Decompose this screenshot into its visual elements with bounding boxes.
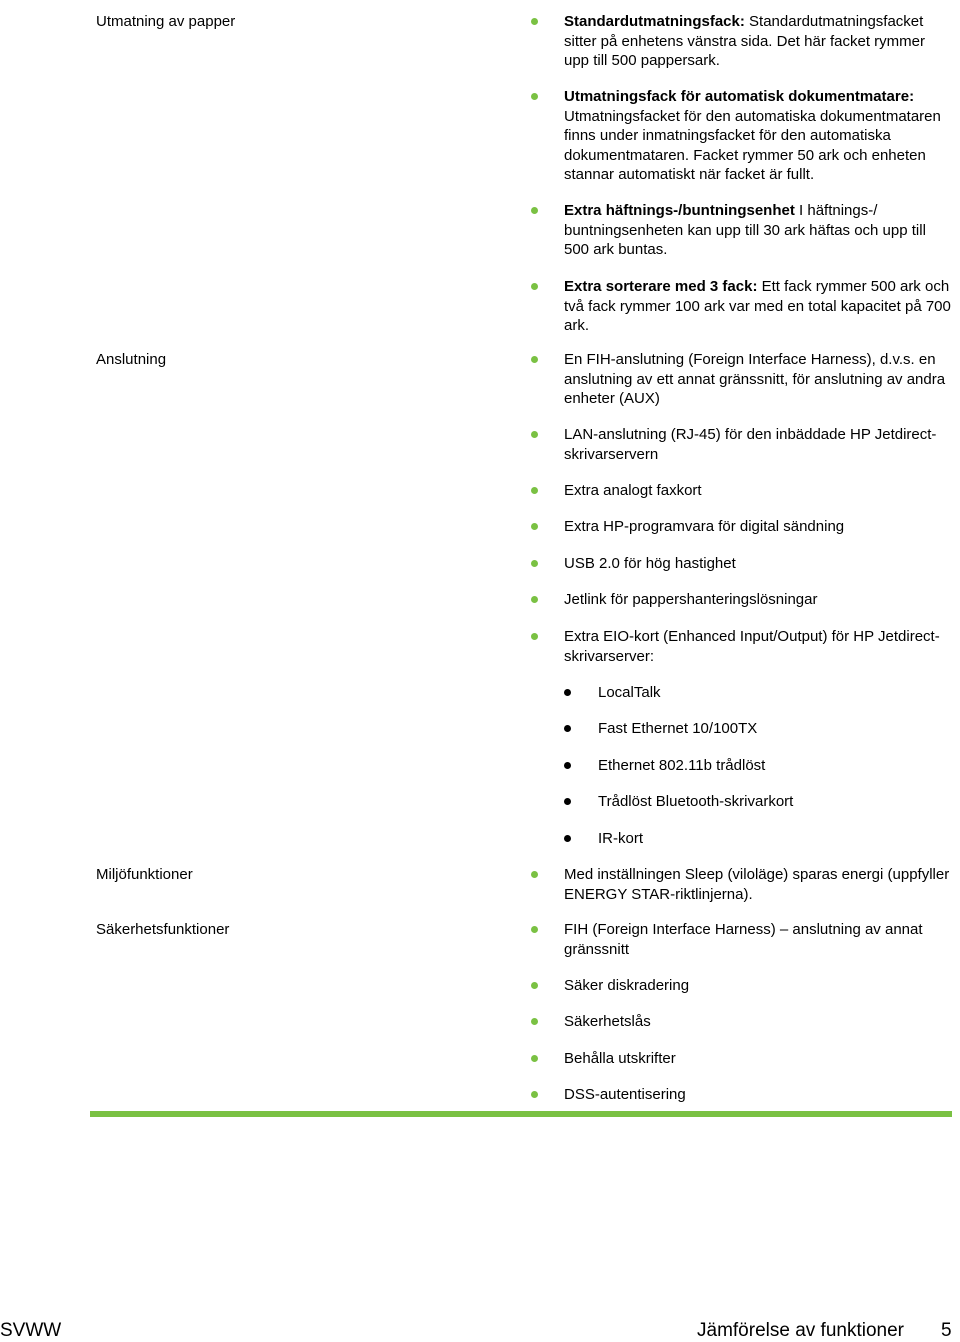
item-heading: Extra häftnings-/buntningsenhet xyxy=(564,202,795,219)
list-item xyxy=(564,12,954,71)
list-item xyxy=(564,201,954,260)
row-label: Anslutning xyxy=(96,351,167,368)
bullet-icon xyxy=(531,560,538,567)
sub-list-item: IR-kort xyxy=(598,829,938,849)
sub-list-item: Fast Ethernet 10/100TX xyxy=(598,719,938,739)
bullet-icon xyxy=(531,871,538,878)
list-item: Säkerhetslås xyxy=(564,1012,954,1032)
bullet-icon xyxy=(531,1018,538,1025)
item-text: Ett fack rymmer 500 ark och två fack rymmer 100 ark var med en total kapacitet på 700 ark. xyxy=(564,278,951,334)
item-text: I häftnings-/ buntningsenheten kan upp till 30 ark häftas och upp till 500 ark buntas. xyxy=(564,202,926,258)
bullet-icon xyxy=(531,633,538,640)
bullet-icon xyxy=(531,207,538,214)
sub-list-item: LocalTalk xyxy=(598,683,938,703)
bullet-icon xyxy=(564,725,571,732)
list-item: LAN-anslutning (RJ-45) för den inbäddade HP Jetdirect-skrivarservern xyxy=(564,425,954,464)
item-heading: Utmatningsfack för automatisk dokumentmatare: xyxy=(564,88,915,105)
bullet-icon xyxy=(531,523,538,530)
list-item: Extra analogt faxkort xyxy=(564,481,954,501)
bullet-icon xyxy=(531,356,538,363)
row-label: Utmatning av papper xyxy=(96,13,236,30)
list-item: Behålla utskrifter xyxy=(564,1049,954,1069)
list-item: FIH (Foreign Interface Harness) – anslutning av annat gränssnitt xyxy=(564,920,954,959)
bullet-icon xyxy=(531,283,538,290)
list-item: Extra HP-programvara för digital sändning xyxy=(564,517,954,537)
page-number: 5 xyxy=(941,1320,952,1341)
list-item: DSS-autentisering xyxy=(564,1085,954,1105)
list-item: USB 2.0 för hög hastighet xyxy=(564,554,954,574)
table-bottom-rule xyxy=(90,1111,952,1117)
list-item: Jetlink för pappershanteringslösningar xyxy=(564,590,954,610)
bullet-icon xyxy=(531,487,538,494)
list-item xyxy=(564,87,954,185)
sub-list-item: Trådlöst Bluetooth-skrivarkort xyxy=(598,792,938,812)
bullet-icon xyxy=(531,1055,538,1062)
bullet-icon xyxy=(531,1091,538,1098)
item-heading: Extra sorterare med 3 fack: xyxy=(564,278,758,295)
list-item: Med inställningen Sleep (viloläge) sparas energi (uppfyller ENERGY STAR-riktlinjerna). xyxy=(564,865,954,904)
bullet-icon xyxy=(531,926,538,933)
bullet-icon xyxy=(531,18,538,25)
bullet-icon xyxy=(564,689,571,696)
item-text: Standardutmatningsfacket sitter på enhetens vänstra sida. Det här facket rymmer upp till 500 pappersark. xyxy=(564,13,925,69)
bullet-icon xyxy=(564,798,571,805)
list-item xyxy=(564,277,954,336)
row-label: Miljöfunktioner xyxy=(96,866,193,883)
row-label: Säkerhetsfunktioner xyxy=(96,921,230,938)
bullet-icon xyxy=(531,596,538,603)
list-item: Extra EIO-kort (Enhanced Input/Output) för HP Jetdirect-skrivarserver: xyxy=(564,627,954,666)
bullet-icon xyxy=(531,93,538,100)
bullet-icon xyxy=(531,431,538,438)
bullet-icon xyxy=(564,835,571,842)
footer-left: SVWW xyxy=(0,1320,62,1341)
footer-title: Jämförelse av funktioner xyxy=(697,1320,904,1341)
sub-list-item: Ethernet 802.11b trådlöst xyxy=(598,756,938,776)
list-item: En FIH-anslutning (Foreign Interface Harness), d.v.s. en anslutning av ett annat gränssnitt, för anslutning av andra enheter (AUX) xyxy=(564,350,954,409)
item-text: Utmatningsfacket för den automatiska dokumentmataren finns under inmatningsfacket för den automatiska dokumentmataren. Facket rymmer 50 ark och enheten stannar automatiskt när facket är fullt. xyxy=(564,107,941,183)
bullet-icon xyxy=(531,982,538,989)
list-item: Säker diskradering xyxy=(564,976,954,996)
item-heading: Standardutmatningsfack: xyxy=(564,13,745,30)
bullet-icon xyxy=(564,762,571,769)
